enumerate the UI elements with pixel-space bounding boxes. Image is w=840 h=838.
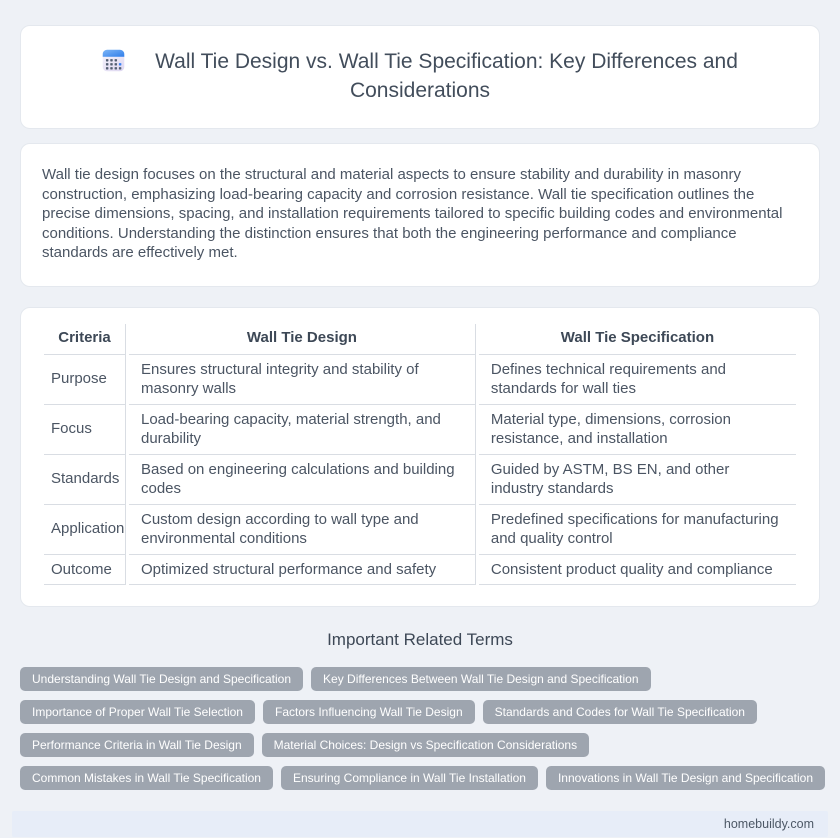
related-term-tag[interactable]: Understanding Wall Tie Design and Specification: [20, 667, 303, 691]
related-term-tag[interactable]: Factors Influencing Wall Tie Design: [263, 700, 475, 724]
related-term-tag[interactable]: Key Differences Between Wall Tie Design and Specification: [311, 667, 651, 691]
related-term-tag[interactable]: Importance of Proper Wall Tie Selection: [20, 700, 255, 724]
cell-specification: Guided by ASTM, BS EN, and other industry standards: [479, 455, 796, 505]
table-row: [44, 405, 796, 455]
cell-specification: Material type, dimensions, corrosion resistance, and installation: [479, 405, 796, 455]
related-terms-row: [20, 733, 820, 757]
site-name: homebuildy.com: [723, 817, 814, 831]
cell-criteria: Outcome: [44, 555, 126, 586]
cell-design: Optimized structural performance and safety: [129, 555, 476, 586]
cell-design: Ensures structural integrity and stability of masonry walls: [129, 355, 476, 405]
intro-card: [20, 143, 820, 287]
comparison-table: [41, 324, 799, 586]
table-row: [44, 455, 796, 505]
cell-design: Based on engineering calculations and building codes: [129, 455, 476, 505]
table-row: [44, 355, 796, 405]
related-term-tag[interactable]: Standards and Codes for Wall Tie Specification: [483, 700, 757, 724]
cell-design: Load-bearing capacity, material strength, and durability: [129, 405, 476, 455]
footer-bar: [12, 811, 828, 837]
cell-criteria: Focus: [44, 405, 126, 455]
table-row: [44, 505, 796, 555]
calendar-icon: [102, 49, 125, 72]
cell-specification: Consistent product quality and compliance: [479, 555, 796, 586]
comparison-table-card: [20, 307, 820, 608]
cell-specification: Defines technical requirements and standards for wall ties: [479, 355, 796, 405]
related-term-tag[interactable]: Material Choices: Design vs Specification Considerations: [262, 733, 589, 757]
cell-criteria: Purpose: [44, 355, 126, 405]
related-terms-row: [20, 700, 820, 724]
related-term-tag[interactable]: Common Mistakes in Wall Tie Specification: [20, 766, 273, 790]
comparison-table-body: [44, 355, 796, 586]
cell-criteria: Application: [44, 505, 126, 555]
related-term-tag[interactable]: Innovations in Wall Tie Design and Specification: [546, 766, 825, 790]
related-term-tag[interactable]: Ensuring Compliance in Wall Tie Installation: [281, 766, 538, 790]
column-header-specification: Wall Tie Specification: [479, 324, 796, 355]
related-terms-row: [20, 667, 820, 691]
page-title: [55, 47, 785, 105]
intro-paragraph: Wall tie design focuses on the structural and material aspects to ensure stability and durability in masonry construction, emphasizing load-bearing capacity and corrosion resistance. Wall tie specification outlines the precise dimensions, spacing, and installation requirements tailored to specific building codes and environmental conditions. Understanding the distinction ensures that both the engineering performance and compliance standards are effectively met.: [42, 166, 783, 261]
page-title-text: Wall Tie Design vs. Wall Tie Specification: Key Differences and Considerations: [155, 50, 738, 102]
cell-specification: Predefined specifications for manufacturing and quality control: [479, 505, 796, 555]
column-header-design: Wall Tie Design: [129, 324, 476, 355]
header-card: [20, 25, 820, 129]
related-terms-list: [20, 667, 820, 790]
related-term-tag[interactable]: Performance Criteria in Wall Tie Design: [20, 733, 254, 757]
table-row: [44, 555, 796, 586]
related-terms-heading: Important Related Terms: [327, 630, 513, 649]
related-terms-row: [20, 766, 820, 790]
cell-design: Custom design according to wall type and environmental conditions: [129, 505, 476, 555]
column-header-criteria: Criteria: [44, 324, 126, 355]
cell-criteria: Standards: [44, 455, 126, 505]
comparison-table-header-row: [44, 324, 796, 355]
